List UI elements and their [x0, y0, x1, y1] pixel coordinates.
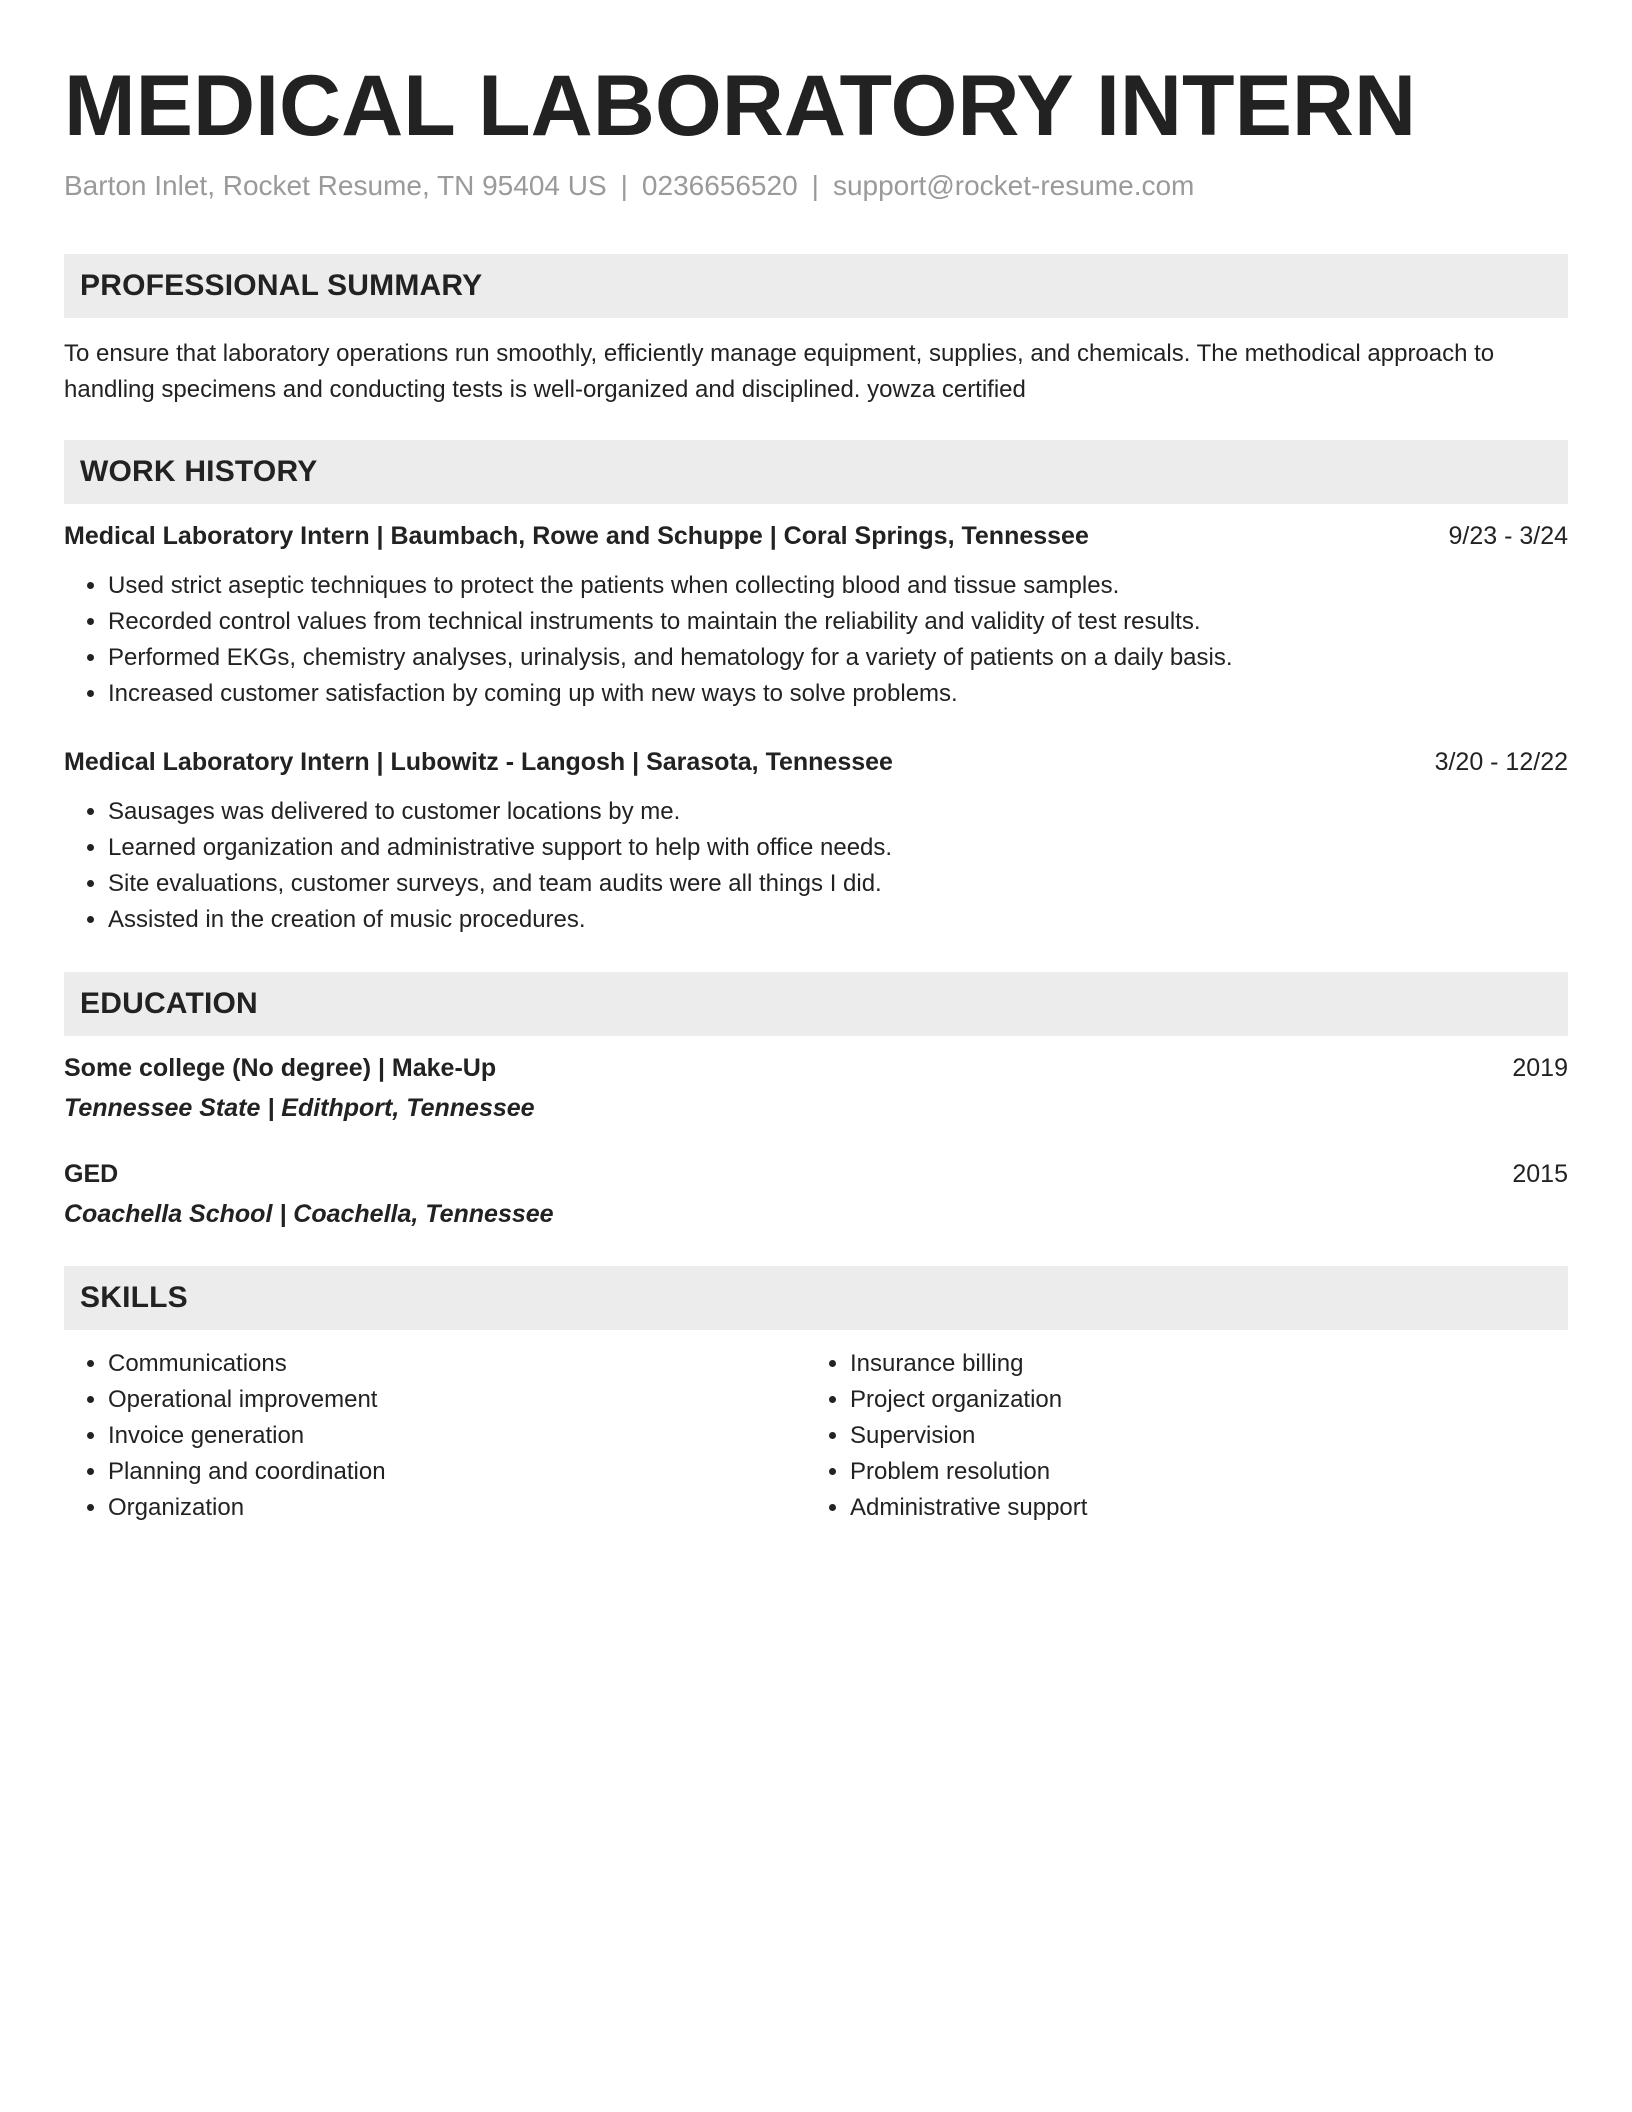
education-entry: [64, 1156, 1568, 1232]
skill-item: • Organization: [108, 1490, 806, 1526]
list-item: • Sausages was delivered to customer locations by me.: [108, 794, 1568, 830]
skill-item: • Administrative support: [850, 1490, 1548, 1526]
list-item: • Assisted in the creation of music procedures.: [108, 902, 1568, 938]
section-header-summary: PROFESSIONAL SUMMARY: [64, 254, 1568, 318]
list-item: • Learned organization and administrative support to help with office needs.: [108, 830, 1568, 866]
resume-title: MEDICAL LABORATORY INTERN: [64, 58, 1417, 154]
contact-separator: |: [811, 170, 819, 201]
education-school: Tennessee State | Edithport, Tennessee: [64, 1094, 535, 1122]
list-item: • Site evaluations, customer surveys, and team audits were all things I did.: [108, 866, 1568, 902]
skill-item: • Problem resolution: [850, 1454, 1548, 1490]
skill-item: • Invoice generation: [108, 1418, 806, 1454]
job-title: Medical Laboratory Intern | Baumbach, Rowe and Schuppe | Coral Springs, Tennessee: [64, 522, 1089, 550]
education-year: 2019: [1512, 1054, 1568, 1082]
skill-item: • Project organization: [850, 1382, 1548, 1418]
education-header: [64, 1050, 1568, 1086]
skill-item: • Supervision: [850, 1418, 1548, 1454]
education-year: 2015: [1512, 1160, 1568, 1188]
education-degree: GED: [64, 1160, 119, 1188]
contact-email: support@rocket-resume.com: [832, 170, 1195, 201]
education-school: Coachella School | Coachella, Tennessee: [64, 1200, 554, 1228]
list-item: • Performed EKGs, chemistry analyses, urinalysis, and hematology for a variety of patients on a daily basis.: [108, 640, 1568, 676]
contact-address: Barton Inlet, Rocket Resume, TN 95404 US: [64, 170, 607, 201]
contact-phone: 0236656520: [641, 170, 798, 201]
job-header: [64, 744, 1568, 780]
skill-item: • Insurance billing: [850, 1346, 1548, 1382]
resume-page: [64, 0, 1568, 1526]
list-item: • Increased customer satisfaction by coming up with new ways to solve problems.: [108, 676, 1568, 712]
skill-item: • Communications: [108, 1346, 806, 1382]
skills-columns: [64, 1346, 1568, 1526]
list-item: • Recorded control values from technical instruments to maintain the reliability and validity of test results.: [108, 604, 1568, 640]
job-dates: 9/23 - 3/24: [1448, 522, 1568, 550]
skills-list-left: [64, 1346, 806, 1526]
education-degree: Some college (No degree) | Make-Up: [64, 1054, 497, 1082]
list-item: • Used strict aseptic techniques to protect the patients when collecting blood and tissue samples.: [108, 568, 1568, 604]
job-entry: [64, 744, 1568, 938]
skill-item: • Planning and coordination: [108, 1454, 806, 1490]
section-header-education: EDUCATION: [64, 972, 1568, 1036]
education-entry: [64, 1050, 1568, 1126]
section-header-work-history: WORK HISTORY: [64, 440, 1568, 504]
job-title: Medical Laboratory Intern | Lubowitz - Langosh | Sarasota, Tennessee: [64, 748, 893, 776]
job-bullets: [64, 568, 1568, 712]
skills-list-right: [806, 1346, 1548, 1526]
job-header: [64, 518, 1568, 554]
job-dates: 3/20 - 12/22: [1434, 748, 1568, 776]
skill-item: • Operational improvement: [108, 1382, 806, 1418]
contact-separator: |: [620, 170, 628, 201]
job-entry: [64, 518, 1568, 712]
job-bullets: [64, 794, 1568, 938]
education-header: [64, 1156, 1568, 1192]
summary-text: To ensure that laboratory operations run smoothly, efficiently manage equipment, supplies, and chemicals. The methodical approach to handling specimens and conducting tests is well-organized and disciplined. yowza certified: [64, 340, 1495, 403]
section-header-skills: SKILLS: [64, 1266, 1568, 1330]
contact-line: [64, 168, 1568, 204]
